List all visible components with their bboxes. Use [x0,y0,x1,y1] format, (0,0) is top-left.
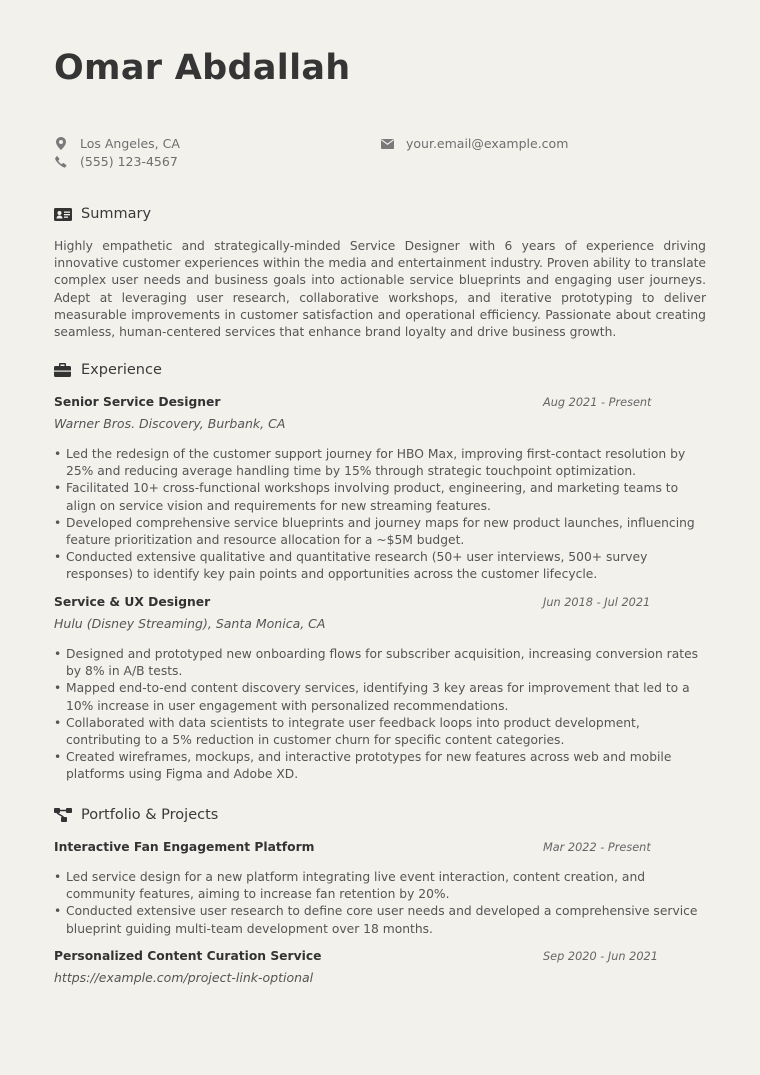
list-item: • Led the redesign of the customer support journey for HBO Max, improving first-contact resolution by 25% and reducing average handling time by 15% through strategic touchpoint optimization. [54,446,706,480]
list-item: • Led service design for a new platform integrating live event interaction, content creation, and community features, aiming to increase fan retention by 20%. [54,869,706,903]
contact-location [54,136,180,151]
job-role: Service & UX Designer [54,595,211,609]
experience-heading [54,362,162,378]
contact-email[interactable] [380,136,568,151]
list-item: • Conducted extensive user research to define core user needs and developed a comprehensive service blueprint guiding multi-team development over 18 months. [54,903,706,937]
projects-heading [54,807,218,823]
list-item: • Facilitated 10+ cross-functional workshops involving product, engineering, and marketing teams to align on service vision and requirements for new streaming features. [54,480,706,514]
location-text: Los Angeles, CA [80,136,180,151]
id-card-icon [54,207,72,221]
project-bullets [54,869,706,938]
contact-phone [54,154,178,169]
projects-title: Portfolio & Projects [81,807,219,823]
list-item: • Conducted extensive qualitative and quantitative research (50+ user interviews, 500+ survey responses) to identify key pain points and opportunities across the customer lifecycle. [54,549,706,583]
list-item: • Collaborated with data scientists to integrate user feedback loops into product development, contributing to a 5% reduction in customer churn for specific content categories. [54,715,706,749]
job-date: Aug 2021 - Present [543,396,652,409]
job-org: Hulu (Disney Streaming), Santa Monica, CA [54,616,326,631]
summary-heading [54,206,151,222]
envelope-icon [380,137,394,151]
job-bullets [54,446,706,584]
phone-icon [54,155,68,169]
list-item: • Mapped end-to-end content discovery services, identifying 3 key areas for improvement that led to a 10% increase in user engagement with personalized recommendations. [54,680,706,714]
job-bullets [54,646,706,784]
job-org: Warner Bros. Discovery, Burbank, CA [54,416,286,431]
project-name: Interactive Fan Engagement Platform [54,840,315,854]
list-item: • Designed and prototyped new onboarding flows for subscriber acquisition, increasing conversion rates by 8% in A/B tests. [54,646,706,680]
project-date: Mar 2022 - Present [543,841,651,854]
job-role: Senior Service Designer [54,395,221,409]
diagram-icon [54,808,72,822]
project-link[interactable]: https://example.com/project-link-optional [54,970,314,985]
list-item: • Developed comprehensive service blueprints and journey maps for new product launches, influencing feature prioritization and resource allocation for a ~$5M budget. [54,515,706,549]
briefcase-icon [54,363,72,377]
candidate-name: Omar Abdallah [54,48,351,88]
summary-title: Summary [81,206,152,222]
map-pin-icon [54,137,68,151]
experience-title: Experience [81,362,162,378]
list-item: • Created wireframes, mockups, and interactive prototypes for new features across web and mobile platforms using Figma and Adobe XD. [54,749,706,783]
phone-text: (555) 123-4567 [80,154,178,169]
email-link[interactable]: your.email@example.com [406,136,569,151]
job-date: Jun 2018 - Jul 2021 [543,596,651,609]
summary-text: Highly empathetic and strategically-minded Service Designer with 6 years of experience driving innovative customer experiences within the media and entertainment industry. Proven ability to translate complex user needs and business goals into actionable service blueprints and engaging user journeys. Adept at leveraging user research, collaborative workshops, and iterative prototyping to deliver measurable improvements in customer satisfaction and operational efficiency. Passionate about creating seamless, human-centered services that enhance brand loyalty and drive business growth. [54,239,706,340]
project-name: Personalized Content Curation Service [54,949,322,963]
project-date: Sep 2020 - Jun 2021 [543,950,658,963]
